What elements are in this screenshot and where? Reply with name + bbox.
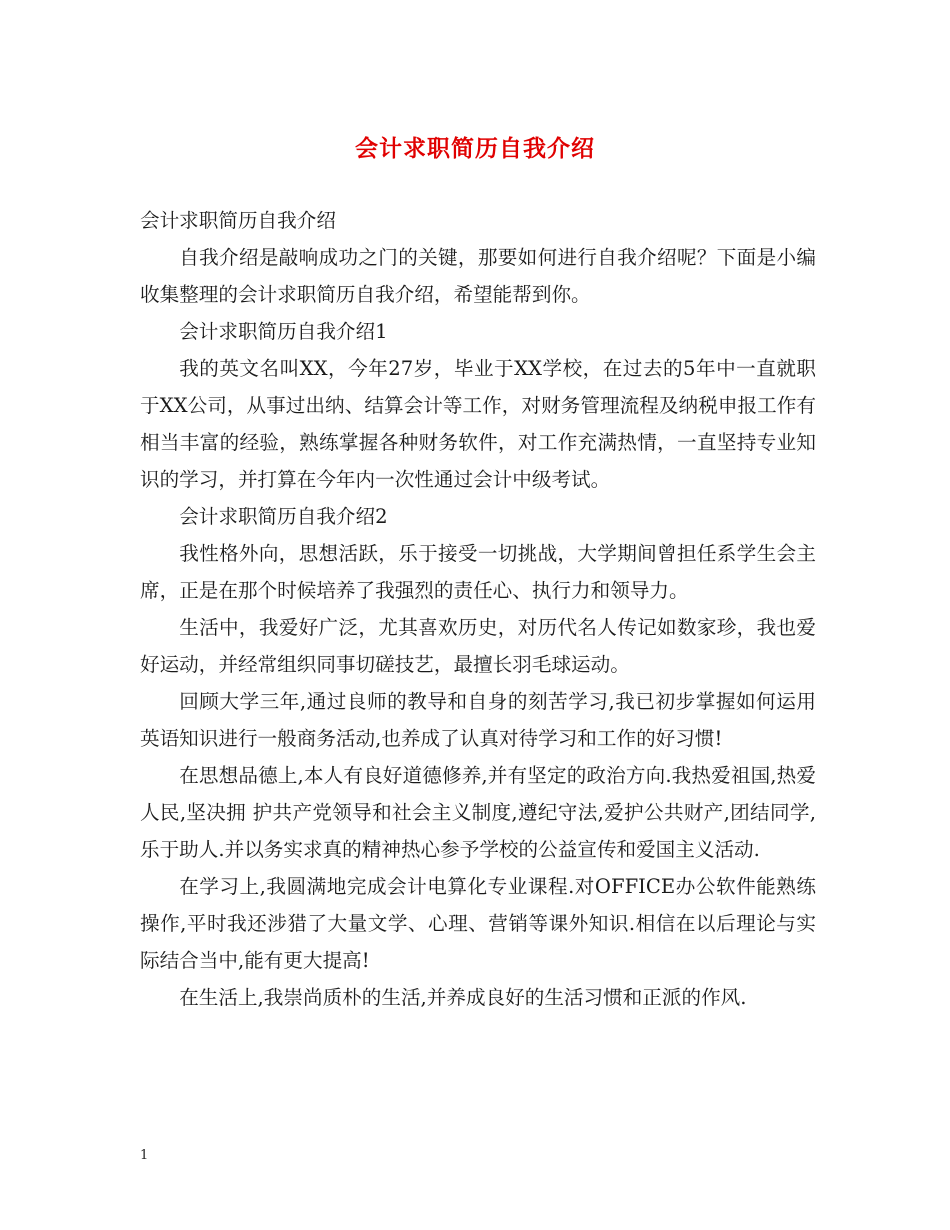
section-heading: 会计求职简历自我介绍2 (179, 505, 388, 528)
document-title: 会计求职简历自我介绍 (355, 135, 595, 162)
paragraph: 在学习上,我圆满地完成会计电算化专业课程.对OFFICE办公软件能熟练操作,平时我还涉猎了大量文学、心理、营销等课外知识.相信在以后理论与实际结合当中,能有更大提高! (140, 875, 816, 972)
section-heading: 会计求职简历自我介绍1 (179, 320, 388, 343)
paragraph: 自我介绍是敲响成功之门的关键，那要如何进行自我介绍呢？下面是小编收集整理的会计求职简历自我介绍，希望能帮到你。 (140, 246, 816, 306)
paragraph: 我的英文名叫XX，今年27岁，毕业于XX学校，在过去的5年中一直就职于XX公司，从事过出纳、结算会计等工作，对财务管理流程及纳税申报工作有相当丰富的经验，熟练掌握各种财务软件，对工作充满热情，一直坚持专业知识的学习，并打算在今年内一次性通过会计中级考试。 (140, 357, 816, 491)
paragraph: 会计求职简历自我介绍 (140, 209, 336, 232)
paragraph: 我性格外向，思想活跃，乐于接受一切挑战，大学期间曾担任系学生会主席，正是在那个时候培养了我强烈的责任心、执行力和领导力。 (140, 542, 816, 602)
document-body (140, 202, 816, 1016)
paragraph: 在思想品德上,本人有良好道德修养,并有坚定的政治方向.我热爱祖国,热爱人民,坚决拥 护共产党领导和社会主义制度,遵纪守法,爱护公共财产,团结同学,乐于助人.并以务实求真的精神热心参予学校的公益宣传和爱国主义活动. (140, 764, 816, 861)
page-number: 1 (140, 1148, 149, 1163)
paragraph: 在生活上,我崇尚质朴的生活,并养成良好的生活习惯和正派的作风. (179, 986, 747, 1009)
paragraph: 生活中，我爱好广泛，尤其喜欢历史，对历代名人传记如数家珍，我也爱好运动，并经常组织同事切磋技艺，最擅长羽毛球运动。 (140, 616, 816, 676)
paragraph: 回顾大学三年,通过良师的教导和自身的刻苦学习,我已初步掌握如何运用英语知识进行一般商务活动,也养成了认真对待学习和工作的好习惯! (140, 690, 816, 750)
